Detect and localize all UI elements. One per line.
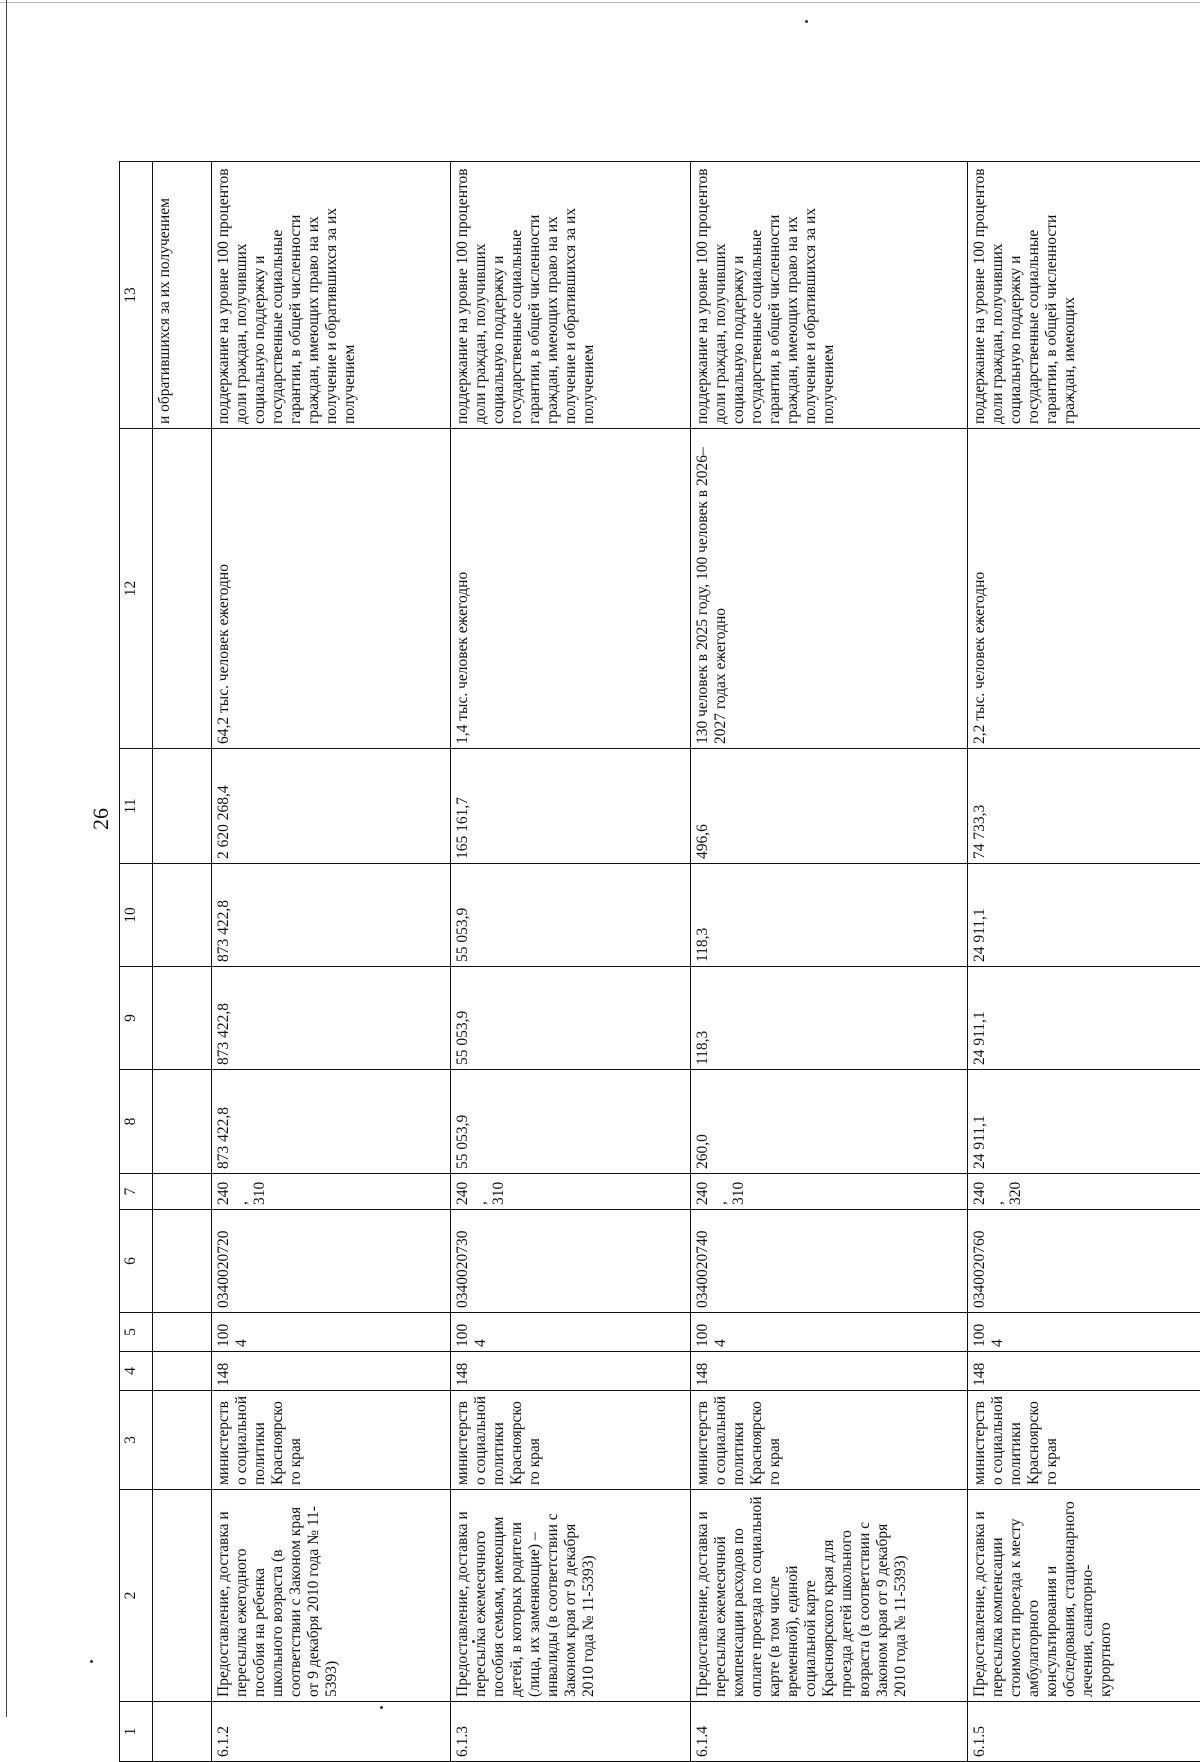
table-cell (153, 429, 212, 749)
executor: министерство социальной политики Красноярского края (451, 1391, 691, 1490)
recipients: 64,2 тыс. человек ежегодно (212, 429, 451, 749)
section-code: 1004 (968, 1313, 1200, 1352)
expense-type: 240, 310 (212, 1174, 451, 1210)
table-cell (153, 1070, 212, 1174)
result-cell: поддержание на уровне 100 процентов доли граждан, получивших социальную поддержку и государственные социальные гарантии, в общей численности граждан, имеющих право на их получение и обратившихся за их получением (212, 162, 451, 429)
result-cell: поддержание на уровне 100 процентов доли граждан, получивших социальную поддержку и государственные социальные гарантии, в общей численности граждан, имеющих право на их получение и обратившихся за их получением (691, 162, 968, 429)
expense-type: 240, 310 (451, 1174, 691, 1210)
result-cell: поддержание на уровне 100 процентов доли граждан, получивших социальную поддержку и государственные социальные гарантии, в общей численности граждан, имеющих право на их получение и обратившихся за их получением (451, 162, 691, 429)
amount-year3: 873 422,8 (212, 864, 451, 967)
grbs-code: 148 (451, 1352, 691, 1391)
header-row (120, 162, 153, 1762)
table-cell (153, 1490, 212, 1702)
scan-speck (805, 20, 808, 23)
activity-name: Предоставление, доставка и пересылка ежемесячного пособия семьям, имеющим детей, в которых родители (лица, их заменяющие) – инвалиды (в соответствии с Законом края от 9 декабря 2010 года № 11-5393) (451, 1490, 691, 1702)
scan-edge-top (0, 2, 1200, 3)
amount-year2: 24 911,1 (968, 967, 1200, 1070)
executor: министерство социальной политики Красноярского края (968, 1391, 1200, 1490)
target-article: 0340020730 (451, 1210, 691, 1313)
result-cell: и обратившихся за их получением (153, 162, 212, 429)
column-header: 11 (120, 749, 153, 864)
grbs-code: 148 (968, 1352, 1200, 1391)
section-code: 1004 (451, 1313, 691, 1352)
column-header: 2 (120, 1490, 153, 1702)
recipients: 2,2 тыс. человек ежегодно (968, 429, 1200, 749)
amount-year3: 55 053,9 (451, 864, 691, 967)
table-cell (153, 1702, 212, 1762)
item-number: 6.1.5 (968, 1702, 1200, 1762)
amount-year1: 24 911,1 (968, 1070, 1200, 1174)
amount-year3: 118,3 (691, 864, 968, 967)
table-row (968, 162, 1200, 1762)
scan-edge-left (6, 0, 7, 1717)
table-cell (153, 749, 212, 864)
target-article: 0340020720 (212, 1210, 451, 1313)
executor: министерство социальной политики Красноярского края (212, 1391, 451, 1490)
target-article: 0340020740 (691, 1210, 968, 1313)
amount-total: 496,6 (691, 749, 968, 864)
amount-year2: 873 422,8 (212, 967, 451, 1070)
recipients: 1,4 тыс. человек ежегодно (451, 429, 691, 749)
target-article: 0340020760 (968, 1210, 1200, 1313)
amount-year2: 55 053,9 (451, 967, 691, 1070)
table-cell (153, 864, 212, 967)
amount-year1: 260,0 (691, 1070, 968, 1174)
amount-total: 165 161,7 (451, 749, 691, 864)
table-row (212, 162, 451, 1762)
table-cell (153, 1313, 212, 1352)
activity-name: Предоставление, доставка и пересылка компенсации стоимости проезда к месту амбулаторного консультирования и обследования, стационарного лечения, санаторно-курортного (968, 1490, 1200, 1702)
table-row (451, 162, 691, 1762)
activity-name: Предоставление, доставка и пересылка ежегодного пособия на ребенка школьного возраста (в соответствии с Законом края от 9 декабря 2010 года № 11-5393) (212, 1490, 451, 1702)
table-cell (153, 1174, 212, 1210)
executor: министерство социальной политики Красноярского края (691, 1391, 968, 1490)
amount-year1: 873 422,8 (212, 1070, 451, 1174)
expense-type: 240, 310 (691, 1174, 968, 1210)
grbs-code: 148 (691, 1352, 968, 1391)
activity-name: Предоставление, доставка и пересылка ежемесячной компенсации расходов по оплате проезда по социальной карте (в том числе временной), единой социальной карте Красноярского края для проезда детей школьного возраста (в соответствии с Законом края от 9 декабря 2010 года № 11-5393) (691, 1490, 968, 1702)
item-number: 6.1.2 (212, 1702, 451, 1762)
column-header: 3 (120, 1391, 153, 1490)
result-cell: поддержание на уровне 100 процентов доли граждан, получивших социальную поддержку и государственные социальные гарантии, в общей численности граждан, имеющих (968, 162, 1200, 429)
column-header: 12 (120, 429, 153, 749)
table-cell (153, 1352, 212, 1391)
column-header: 4 (120, 1352, 153, 1391)
column-header: 10 (120, 864, 153, 967)
page-number: 26 (88, 808, 114, 830)
recipients: 130 человек в 2025 году, 100 человек в 2026–2027 годах ежегодно (691, 429, 968, 749)
section-code: 1004 (691, 1313, 968, 1352)
amount-year2: 118,3 (691, 967, 968, 1070)
program-activities-table (119, 161, 1200, 1762)
item-number: 6.1.3 (451, 1702, 691, 1762)
expense-type: 240, 320 (968, 1174, 1200, 1210)
table-row (691, 162, 968, 1762)
section-code: 1004 (212, 1313, 451, 1352)
column-header: 6 (120, 1210, 153, 1313)
scan-speck (90, 1660, 93, 1663)
column-header: 7 (120, 1174, 153, 1210)
table-cell (153, 967, 212, 1070)
column-header: 1 (120, 1702, 153, 1762)
column-header: 8 (120, 1070, 153, 1174)
column-header: 5 (120, 1313, 153, 1352)
grbs-code: 148 (212, 1352, 451, 1391)
amount-year3: 24 911,1 (968, 864, 1200, 967)
amount-total: 2 620 268,4 (212, 749, 451, 864)
amount-total: 74 733,3 (968, 749, 1200, 864)
table-cell (153, 1391, 212, 1490)
item-number: 6.1.4 (691, 1702, 968, 1762)
amount-year1: 55 053,9 (451, 1070, 691, 1174)
rotated-table-container (119, 52, 1200, 1762)
column-header: 9 (120, 967, 153, 1070)
column-header: 13 (120, 162, 153, 429)
table-cell (153, 1210, 212, 1313)
continuation-row (153, 162, 212, 1762)
